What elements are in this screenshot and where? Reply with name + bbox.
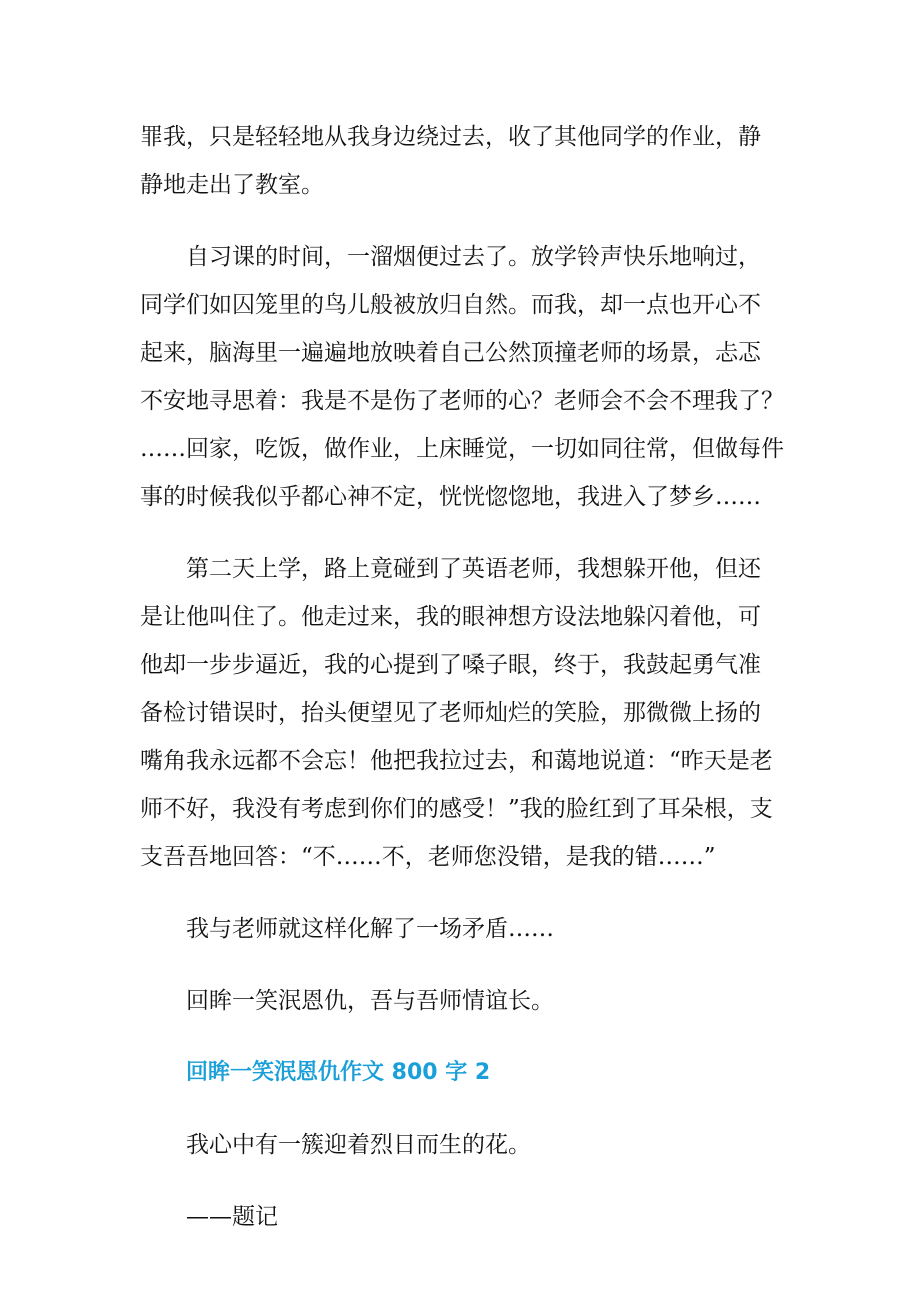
section-heading: 回眸一笑泯恩仇作文 800 字 2 (186, 1060, 491, 1085)
text-line: 他却一步步逼近，我的心提到了嗓子眼，终于，我鼓起勇气准 (140, 652, 761, 678)
paragraph-next-day (140, 545, 780, 881)
paragraph-closing (140, 977, 780, 1025)
paragraph-gap (140, 1025, 780, 1049)
text-line: 备检讨错误时，抬头便望见了老师灿烂的笑脸，那微微上扬的 (140, 700, 761, 726)
paragraph-gap (140, 521, 780, 545)
epigraph-attribution (140, 1193, 780, 1241)
text-line: 回眸一笑泯恩仇，吾与吾师情谊长。 (186, 988, 554, 1014)
text-line: 支吾吾地回答：“不……不，老师您没错，是我的错……” (140, 844, 716, 870)
text-line: 自习课的时间，一溜烟便过去了。放学铃声快乐地响过， (186, 244, 761, 270)
paragraph-gap (140, 209, 780, 233)
text-line: 同学们如囚笼里的鸟儿般被放归自然。而我，却一点也开心不 (140, 292, 761, 318)
text-line: 我与老师就这样化解了一场矛盾…… (186, 916, 554, 942)
paragraph-gap (140, 1169, 780, 1193)
text-line: 我心中有一簇迎着烈日而生的花。 (186, 1132, 531, 1158)
text-line: 是让他叫住了。他走过来，我的眼神想方设法地躲闪着他，可 (140, 604, 761, 630)
paragraph-gap (140, 953, 780, 977)
text-line: 师不好，我没有考虑到你们的感受！”我的脸红到了耳朵根，支 (140, 796, 773, 822)
text-line: 静地走出了教室。 (140, 172, 324, 198)
paragraph-flower (140, 1121, 780, 1169)
text-line: 起来，脑海里一遍遍地放映着自己公然顶撞老师的场景，忐忑 (140, 340, 761, 366)
paragraph-continued (140, 113, 780, 209)
text-line: 事的时候我似乎都心神不定，恍恍惚惚地，我进入了梦乡…… (140, 484, 761, 510)
paragraph-gap (140, 1097, 780, 1121)
text-line: ……回家，吃饭，做作业，上床睡觉，一切如同往常，但做每件 (140, 436, 784, 462)
text-line: 嘴角我永远都不会忘！他把我拉过去，和蔼地说道：“昨天是老 (140, 748, 773, 774)
text-line: 罪我，只是轻轻地从我身边绕过去，收了其他同学的作业，静 (140, 124, 761, 150)
text-line: 第二天上学，路上竟碰到了英语老师，我想躲开他，但还 (186, 556, 761, 582)
text-line: ——题记 (186, 1204, 278, 1230)
paragraph-resolution (140, 905, 780, 953)
paragraph-self-study (140, 233, 784, 521)
text-line: 不安地寻思着：我是不是伤了老师的心？老师会不会不理我了？ (140, 388, 784, 414)
paragraph-gap (140, 881, 780, 905)
document-body (140, 113, 784, 1241)
